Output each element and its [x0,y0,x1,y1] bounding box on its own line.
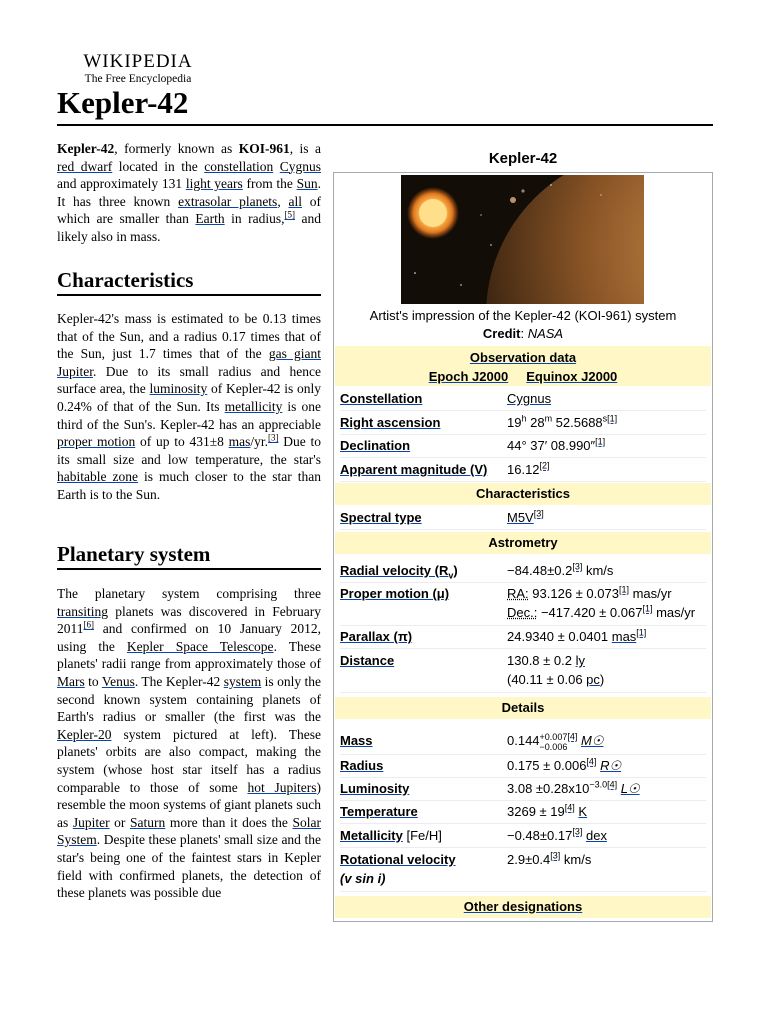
row-constellation [340,389,706,411]
text: −0.48±0.17 [507,828,573,843]
label-radial-velocity [340,561,458,580]
text: , is a [289,141,321,156]
ra-abbr[interactable]: RA: [507,586,529,601]
row-metallicity [340,826,706,848]
text: +0.007 [539,731,568,742]
text: Due to its small size and low temperature, the star's [57,434,321,467]
credit-label: Credit [482,326,521,341]
other-designations-link[interactable]: Other designations [463,899,583,914]
text: 93.126 ± 0.073 [528,586,619,601]
band-characteristics: Characteristics [335,483,711,505]
label-parallax[interactable]: Parallax (π) [340,629,413,644]
link-all[interactable]: all [288,193,302,209]
link-solar-system[interactable]: Solar System [57,814,321,848]
text: 28 [526,415,545,430]
citation-link[interactable]: [4] [567,731,578,742]
value-proper-motion [507,584,695,622]
caption-text: Artist's impression of the Kepler-42 (KOI-961) system [369,308,677,323]
value-radial-velocity [507,561,613,580]
text: −3.0 [589,779,608,790]
image-caption [334,307,712,343]
text: . It has three known [57,176,321,209]
link-sun[interactable]: Sun [296,176,318,192]
text: 52.5688 [552,415,603,430]
text: −417.420 ± 0.067 [537,605,643,620]
planetary-paragraph [57,585,321,902]
text: ) [453,563,458,578]
label-distance[interactable]: Distance [340,653,395,668]
text: . Despite these planets' small size and the star's being one of the faintest stars in Kepler field with confirmed planets, the detection of these planets was possible due [57,832,321,901]
link-venus[interactable]: Venus [101,673,135,689]
row-radius [340,756,706,778]
infobox [333,172,713,922]
row-declination [340,436,706,458]
text: h [521,413,527,424]
citation-link[interactable]: [2] [539,460,550,471]
text: and likely also in mass. [57,211,321,244]
intro-name: Kepler-42 [57,141,115,156]
link-transiting[interactable]: transiting [57,603,108,619]
text: . The Kepler-42 [134,673,224,689]
text: 24.9340 ± 0.0401 [507,629,612,644]
link-light-years[interactable]: light years [185,176,243,192]
value-rotational-velocity [507,850,591,869]
value-mass [507,729,603,753]
link-system[interactable]: system [223,673,262,689]
row-distance [340,651,706,693]
credit-value: NASA [527,326,564,341]
text: more than it does the [165,814,293,830]
row-luminosity [340,779,706,801]
text[interactable]: Metallicity [340,828,403,843]
text: −0.006 [539,741,568,752]
citation-link[interactable]: [6] [83,619,94,630]
text: . Due to its small radius and hence surface area, the [57,363,321,397]
band-other-designations [335,896,711,918]
link-habitable-zone[interactable]: habitable zone [57,469,138,485]
title-divider [57,124,713,126]
citation-link[interactable]: [1] [636,627,647,638]
text: [Fe/H] [402,828,442,843]
link-red-dwarf[interactable]: red dwarf [57,158,113,174]
link-proper-motion[interactable]: proper motion [57,434,136,450]
label-spectral-type[interactable]: Spectral type [340,510,422,525]
text: s [602,413,608,424]
row-temperature [340,802,706,824]
section-divider [57,568,321,570]
text: 0.144 [507,733,540,748]
text: mas/yr [652,605,696,620]
infobox-title: Kepler-42 [488,150,558,167]
text: , [277,193,289,209]
citation-link[interactable]: [3] [268,432,279,443]
text: is much closer to the star than Earth is to the Sun. [57,469,321,502]
text[interactable]: Rotational velocity [340,852,456,867]
citation-link[interactable]: [4] [586,756,597,767]
citation-link[interactable]: [3] [572,561,583,572]
dec-abbr[interactable]: Dec.: [507,605,538,620]
text: (v sin i) [340,871,386,886]
label-apparent-magnitude[interactable]: Apparent magnitude (V) [340,462,488,477]
text: (40.11 ± 0.06 [507,672,587,687]
text: 19 [507,415,522,430]
row-spectral-type [340,508,706,530]
text: m [544,413,553,424]
value-temperature [507,802,587,821]
text: v [448,570,454,581]
text: 16.12 [507,462,540,477]
link-cygnus[interactable]: Cygnus [279,158,321,174]
text: system pictured at left). These planets' orbits are also compact, making the system (whose host star itself has a radius comparable to those of some [57,726,321,795]
intro-paragraph [57,140,321,246]
text: 130.8 ± 0.2 [507,653,576,668]
text: of Kepler-42 is only 0.24% of that of the Sun. Its [57,381,321,414]
text: of which are smaller than [57,193,322,227]
text: in radius, [224,211,285,227]
label-luminosity[interactable]: Luminosity [340,781,410,796]
text: mas/yr [628,586,672,601]
text: 0.175 ± 0.006 [507,758,587,773]
row-right-ascension [340,413,706,435]
text: is only the second known system containing planets of Earth's radius or smaller (the first was the [57,673,322,725]
link-constellation[interactable]: constellation [204,158,274,174]
value-metallicity [507,826,607,845]
label-rotational-velocity [340,850,456,888]
text: km/s [582,563,614,578]
citation-link[interactable]: [4] [564,802,575,813]
text: 3269 ± 19 [507,804,565,819]
value-right-ascension [507,413,617,432]
value-parallax [507,627,646,646]
row-proper-motion [340,584,706,626]
citation-link[interactable]: [4] [607,779,618,790]
spectral-link[interactable]: M5V [507,510,534,525]
value-constellation[interactable]: Cygnus [507,391,552,406]
dex-link[interactable]: dex [585,828,607,843]
text: located in the [112,158,205,174]
text: and approximately 131 [57,176,186,192]
row-mass [340,729,706,755]
citation-link[interactable]: [5] [284,209,296,220]
mas-link[interactable]: mas [611,629,637,644]
text: to [84,673,102,689]
value-spectral-type [507,508,544,527]
value-radius [507,756,621,775]
text: 44° 37′ 08.990″ [507,438,596,453]
link-extrasolar-planets[interactable]: extrasolar planets [178,193,278,209]
value-apparent-magnitude [507,460,550,479]
section-heading-planetary-system: Planetary system [57,542,211,566]
text: 3.08 ±0.28x10 [507,781,590,796]
text[interactable]: Radial velocity (R [340,563,449,578]
citation-link[interactable]: [3] [572,826,583,837]
credit-line: Credit: NASA [482,326,564,341]
link-hot-jupiters[interactable]: hot Jupiters [247,779,317,795]
citation-link[interactable]: [3] [550,850,561,861]
citation-link[interactable]: [1] [595,436,606,447]
link-metallicity[interactable]: metallicity [224,398,283,414]
link-jupiter[interactable]: Jupiter [72,814,110,830]
text: or [109,814,131,830]
citation-link[interactable]: [1] [642,603,653,614]
label-metallicity [340,826,442,845]
label-proper-motion[interactable]: Proper motion (μ) [340,586,450,601]
logo-wordmark: WIKIPEDIA [83,51,193,72]
link-jupiter[interactable]: Jupiter [57,363,93,379]
solar-luminosity-link[interactable]: L☉ [620,781,640,796]
citation-link[interactable]: [1] [618,584,629,595]
link-saturn[interactable]: Saturn [130,814,166,830]
solar-radius-link[interactable]: R☉ [600,758,622,773]
text: , formerly known as [114,141,239,156]
label-constellation[interactable]: Constellation [340,391,423,406]
system-artwork-svg [401,175,644,304]
text: is one third of the Sun's. Kepler-42 has an appreciable [57,398,321,432]
link-luminosity[interactable]: luminosity [149,381,208,397]
wikipedia-logo[interactable] [78,52,198,86]
solar-mass-link[interactable]: M☉ [580,733,604,748]
kelvin-link[interactable]: K [578,804,588,819]
observation-data-link[interactable]: Observation data [469,350,577,365]
value-distance [507,651,604,689]
section-heading-characteristics: Characteristics [57,268,194,292]
label-right-ascension[interactable]: Right ascension [340,415,441,430]
page-title: Kepler-42 [57,85,189,120]
link-earth[interactable]: Earth [195,211,225,227]
epoch-link[interactable]: Epoch J2000 [428,369,509,384]
text: Kepler-42's mass is estimated to be 0.13 times that of the Sun, and a radius 0.17 times that of the Sun, just 1.7 times that of the [57,311,321,362]
band-astrometry: Astrometry [335,532,711,554]
label-radius[interactable]: Radius [340,758,384,773]
row-apparent-magnitude [340,460,706,482]
text: and confirmed on 10 January 2012, using the [57,621,321,654]
text: ) resemble the moon systems of giant planets such as [57,779,321,830]
label-mass[interactable]: Mass [340,733,373,748]
label-declination[interactable]: Declination [340,438,411,453]
link-mars[interactable]: Mars [57,673,85,689]
row-radial-velocity [340,561,706,583]
text: from the [242,176,297,192]
link-mas[interactable]: mas [228,434,251,450]
text: . These planets' radii range from approximately those of [57,638,322,672]
link-kepler-20[interactable]: Kepler-20 [57,726,112,742]
text: km/s [560,852,592,867]
text: ) [599,672,605,687]
intro-koi: KOI-961 [238,141,290,156]
citation-link[interactable]: [1] [607,413,618,424]
link-kepler-space-telescope[interactable]: Kepler Space Telescope [126,638,274,654]
row-rotational-velocity [340,850,706,892]
pc-link[interactable]: pc [586,672,600,687]
text: The planetary system comprising three [57,586,321,601]
ly-link[interactable]: ly [575,653,585,668]
section-divider [57,294,321,296]
text: planets was discovered in February 2011 [57,603,321,637]
equinox-link[interactable]: Equinox J2000 [526,369,618,384]
value-luminosity [507,779,640,798]
band-observation-data [335,346,711,386]
label-temperature[interactable]: Temperature [340,804,418,819]
value-declination [507,436,605,455]
row-parallax [340,627,706,649]
characteristics-paragraph [57,310,321,504]
logo-tagline: The Free Encyclopedia [84,73,192,85]
text: −84.48±0.2 [507,563,573,578]
text: of up to 431±8 [135,434,229,450]
system-artwork-image[interactable] [401,175,644,304]
band-details: Details [335,697,711,719]
text: /yr. [250,434,269,450]
link-gas-giant[interactable]: gas giant [268,346,321,362]
citation-link[interactable]: [3] [533,508,544,519]
text: 2.9±0.4 [507,852,551,867]
